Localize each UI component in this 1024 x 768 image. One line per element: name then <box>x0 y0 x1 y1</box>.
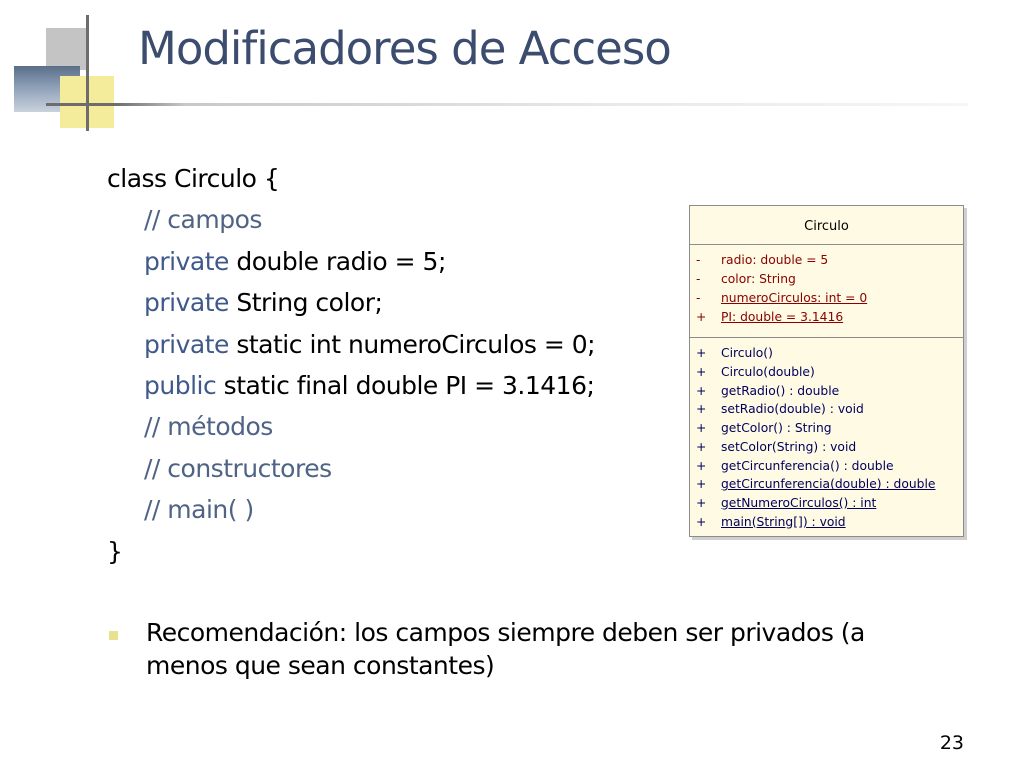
code-comment-fields: // campos <box>144 205 262 235</box>
uml-method-text-static: getCircunferencia(double) : double <box>721 477 936 492</box>
decor-vertical-line <box>86 15 89 131</box>
uml-visibility: + <box>696 310 707 324</box>
code-comment-constructors: // constructores <box>144 453 332 483</box>
code-class-open: class Circulo { <box>107 164 280 193</box>
uml-method-text: getCircunferencia() : double <box>721 458 894 473</box>
uml-method-text: setColor(String) : void <box>721 439 857 454</box>
field-radio-decl: double radio = 5; <box>228 246 446 276</box>
code-block <box>107 158 595 572</box>
uml-field-row <box>690 308 963 327</box>
uml-method-row <box>690 419 963 438</box>
field-color-decl: String color; <box>228 288 383 318</box>
uml-method-row <box>690 457 963 476</box>
uml-visibility: + <box>696 477 707 492</box>
keyword-public: public <box>144 370 217 400</box>
keyword-private: private <box>144 288 229 318</box>
uml-field-text: radio: double = 5 <box>721 253 829 267</box>
bullet-square-icon <box>109 631 118 640</box>
code-field-numero <box>107 324 595 365</box>
uml-methods-section <box>690 338 963 532</box>
uml-visibility: + <box>696 421 707 435</box>
uml-field-text-static: numeroCirculos: int = 0 <box>721 291 868 305</box>
code-class-close: } <box>107 536 123 566</box>
code-field-pi <box>107 365 595 406</box>
uml-method-row <box>690 494 963 513</box>
uml-method-row <box>690 382 963 401</box>
page-number: 23 <box>939 732 964 754</box>
keyword-private: private <box>144 329 229 359</box>
uml-field-row <box>690 251 963 270</box>
uml-method-row <box>690 513 963 532</box>
uml-visibility: - <box>696 291 701 305</box>
keyword-private: private <box>144 246 229 276</box>
uml-method-row <box>690 475 963 494</box>
uml-method-text: getRadio() : double <box>721 383 840 398</box>
uml-method-text-static: main(String[]) : void <box>721 514 846 529</box>
uml-visibility: + <box>696 383 707 398</box>
uml-method-text: setRadio(double) : void <box>721 402 864 417</box>
code-field-radio <box>107 241 595 282</box>
uml-method-text-static: getNumeroCirculos() : int <box>721 496 877 510</box>
uml-visibility: + <box>696 402 707 417</box>
uml-visibility: + <box>696 496 707 510</box>
uml-visibility: + <box>696 514 707 529</box>
uml-class-name: Circulo <box>690 206 963 245</box>
uml-visibility: - <box>696 272 701 286</box>
uml-field-text: color: String <box>721 272 796 286</box>
code-field-color <box>107 282 595 323</box>
field-pi-decl: static final double PI = 3.1416; <box>216 370 595 400</box>
uml-method-row <box>690 438 963 457</box>
uml-visibility: + <box>696 364 707 379</box>
uml-method-row <box>690 344 963 363</box>
title-underline <box>46 103 968 106</box>
code-comment-methods: // métodos <box>144 412 273 442</box>
uml-field-row <box>690 289 963 308</box>
uml-visibility: + <box>696 346 707 360</box>
decor-square-gray <box>46 28 88 70</box>
uml-fields-section <box>690 245 963 338</box>
field-numero-decl: static int numeroCirculos = 0; <box>228 329 596 359</box>
uml-field-row <box>690 270 963 289</box>
uml-method-text: Circulo() <box>721 346 773 360</box>
uml-field-text-static: PI: double = 3.1416 <box>721 310 844 324</box>
uml-method-text: Circulo(double) <box>721 364 815 379</box>
uml-visibility: + <box>696 439 707 454</box>
code-comment-main: // main( ) <box>144 495 254 525</box>
uml-class-diagram <box>689 205 964 537</box>
uml-method-text: getColor() : String <box>721 421 832 435</box>
uml-method-row <box>690 363 963 382</box>
uml-visibility: - <box>696 253 701 267</box>
slide-title: Modificadores de Acceso <box>138 22 671 75</box>
recommendation-text: Recomendación: los campos siempre deben ser privados (a menos que sean constantes) <box>146 618 865 680</box>
uml-method-row <box>690 400 963 419</box>
uml-visibility: + <box>696 458 707 473</box>
